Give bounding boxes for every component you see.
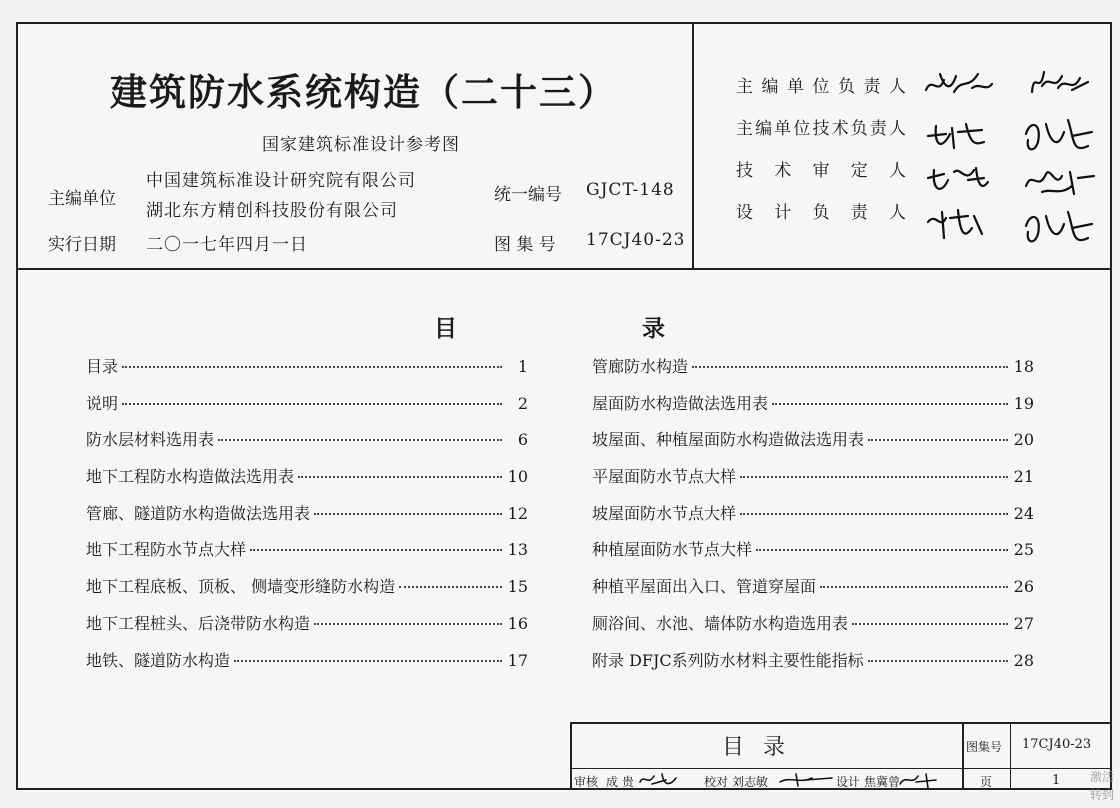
toc-entry-page: 20 (1013, 430, 1034, 450)
tb-atlas-label: 图集号 (966, 740, 1003, 754)
toc-entry (86, 648, 528, 685)
toc-entry (86, 391, 528, 428)
toc-leader-dots (298, 476, 502, 478)
toc-entry-page: 6 (517, 430, 528, 450)
toc-entry-page: 18 (1013, 357, 1034, 376)
atlas-label: 图 集 号 (494, 235, 556, 255)
toc-leader-dots (692, 366, 1008, 368)
toc-leader-dots (772, 403, 1008, 405)
toc-entry-page: 2 (517, 393, 528, 413)
toc-leader-dots (756, 549, 1008, 551)
editor-1: 中国建筑标准设计研究院有限公司 (146, 171, 416, 191)
toc-entry-page: 16 (507, 613, 528, 633)
toc-entry (592, 574, 1034, 611)
signature-1 (926, 72, 1088, 92)
toc-entry (592, 354, 1034, 391)
toc-entry (592, 501, 1034, 538)
responsible-row (736, 198, 906, 223)
toc-heading-right: 录 (642, 315, 665, 342)
signature-check (780, 774, 832, 786)
toc-entry-page: 10 (507, 467, 528, 487)
signature-review (640, 774, 676, 784)
drawing-sheet (16, 22, 1112, 790)
signature-3 (928, 168, 1094, 194)
signature-4 (928, 210, 1092, 241)
unified-no: GJCT-148 (586, 180, 675, 200)
toc-heading-left: 目 (434, 315, 457, 342)
watermark: 激活 转到 (1090, 770, 1115, 802)
toc-entry-page: 13 (507, 540, 528, 560)
title-block (570, 722, 1112, 790)
header-block (18, 24, 1110, 270)
signature-2 (928, 120, 1092, 149)
toc-entry (86, 574, 528, 611)
toc-entry-title: 平屋面防水节点大样 (592, 467, 737, 487)
toc-leader-dots (234, 660, 502, 662)
toc-entry-title: 屋面防水构造做法选用表 (592, 393, 769, 413)
toc-entry (86, 354, 528, 391)
editor-label: 主编单位 (48, 189, 116, 209)
toc-entry-page: 21 (1013, 467, 1034, 487)
toc-entry (592, 611, 1034, 648)
toc-leader-dots (820, 586, 1008, 588)
page-title: 建筑防水系统构造（二十三） (110, 70, 617, 114)
signatures (922, 62, 1102, 252)
toc-entry-page: 17 (507, 650, 528, 670)
responsible-row (736, 156, 906, 181)
toc-entry (592, 537, 1034, 574)
header-left (18, 24, 694, 268)
date-label: 实行日期 (48, 235, 116, 255)
toc-entry-title: 附录 DFJC系列防水材料主要性能指标 (592, 650, 864, 670)
toc-entry-page: 24 (1013, 503, 1034, 523)
toc-leader-dots (250, 549, 502, 551)
toc-entry-title: 种植平屋面出入口、管道穿屋面 (592, 577, 817, 597)
responsible-label: 主编单位负责人 (736, 77, 906, 97)
design-label: 设计 (836, 775, 861, 789)
toc-leader-dots (218, 439, 502, 441)
responsible-row (736, 114, 906, 139)
signature-design (900, 774, 936, 788)
toc-leader-dots (314, 623, 502, 625)
toc-leader-dots (852, 623, 1008, 625)
toc-entry-title: 地铁、隧道防水构造 (86, 650, 231, 670)
toc-leader-dots (314, 513, 502, 515)
toc-entry (592, 391, 1034, 428)
date: 二〇一七年四月一日 (146, 235, 308, 255)
toc-entry-page: 26 (1013, 577, 1034, 597)
subtitle: 国家建筑标准设计参考图 (262, 135, 460, 155)
design-name: 焦冀曾 (864, 775, 901, 789)
toc-entry-page: 25 (1013, 540, 1034, 560)
review-label: 审核 (574, 775, 599, 789)
toc-left-column (86, 354, 528, 684)
toc-entry (86, 464, 528, 501)
toc-leader-dots (868, 660, 1008, 662)
toc-entry-title: 防水层材料选用表 (86, 430, 215, 450)
toc-entry-title: 种植屋面防水节点大样 (592, 540, 753, 560)
toc-entry-page: 1 (517, 357, 528, 376)
toc-entry (86, 427, 528, 464)
toc-entry-title: 坡屋面、种植屋面防水构造做法选用表 (592, 430, 865, 450)
toc-entry-title: 坡屋面防水节点大样 (592, 503, 737, 523)
check-label: 校对 (704, 775, 729, 789)
responsible-row (736, 72, 906, 97)
toc-entry-title: 地下工程防水构造做法选用表 (86, 467, 295, 487)
header-right (694, 24, 1110, 268)
tb-atlas-no: 17CJ40-23 (1022, 737, 1092, 752)
responsible-label: 主编单位技术负责人 (736, 119, 906, 139)
toc-entry-page: 28 (1013, 650, 1034, 670)
toc-entry-title: 厕浴间、水池、墙体防水构造选用表 (592, 613, 849, 633)
check-name: 刘志敏 (732, 775, 769, 789)
toc-entry-title: 说明 (86, 393, 119, 413)
toc-entry-title: 地下工程防水节点大样 (86, 540, 247, 560)
toc-leader-dots (740, 513, 1008, 515)
toc-entry (592, 427, 1034, 464)
toc-entry-page: 12 (507, 503, 528, 523)
toc-entry (592, 464, 1034, 501)
toc-entry (592, 648, 1034, 685)
sheet-title: 目 录 (722, 735, 791, 760)
unified-no-label: 统一编号 (494, 185, 562, 205)
toc-leader-dots (399, 586, 502, 588)
toc-leader-dots (122, 366, 502, 368)
toc-entry (86, 501, 528, 538)
title-block-signatures (636, 770, 966, 790)
toc-entry-title: 地下工程桩头、后浇带防水构造 (86, 613, 311, 633)
toc-entry (86, 611, 528, 648)
toc-right-column (592, 354, 1034, 684)
toc-entry-page: 19 (1013, 393, 1034, 413)
page-label: 页 (980, 775, 993, 789)
toc-leader-dots (740, 476, 1008, 478)
toc-leader-dots (122, 403, 502, 405)
page-no: 1 (1052, 773, 1061, 788)
toc-entry-title: 管廊、隧道防水构造做法选用表 (86, 503, 311, 523)
toc-entry-title: 管廊防水构造 (592, 357, 689, 376)
toc-entry-page: 27 (1013, 613, 1034, 633)
toc-entry-page: 15 (507, 577, 528, 597)
toc-entry (86, 537, 528, 574)
responsible-label: 设计负责人 (736, 203, 906, 223)
responsible-label: 技术审定人 (736, 161, 906, 181)
divider (1010, 724, 1011, 790)
toc-entry-title: 目录 (86, 357, 119, 376)
toc-entry-title: 地下工程底板、顶板、 侧墙变形缝防水构造 (86, 577, 396, 597)
editor-2: 湖北东方精创科技股份有限公司 (146, 201, 398, 221)
atlas-no: 17CJ40-23 (586, 230, 686, 250)
toc-leader-dots (868, 439, 1008, 441)
review-name: 成 贵 (606, 775, 634, 789)
divider (572, 768, 1112, 769)
